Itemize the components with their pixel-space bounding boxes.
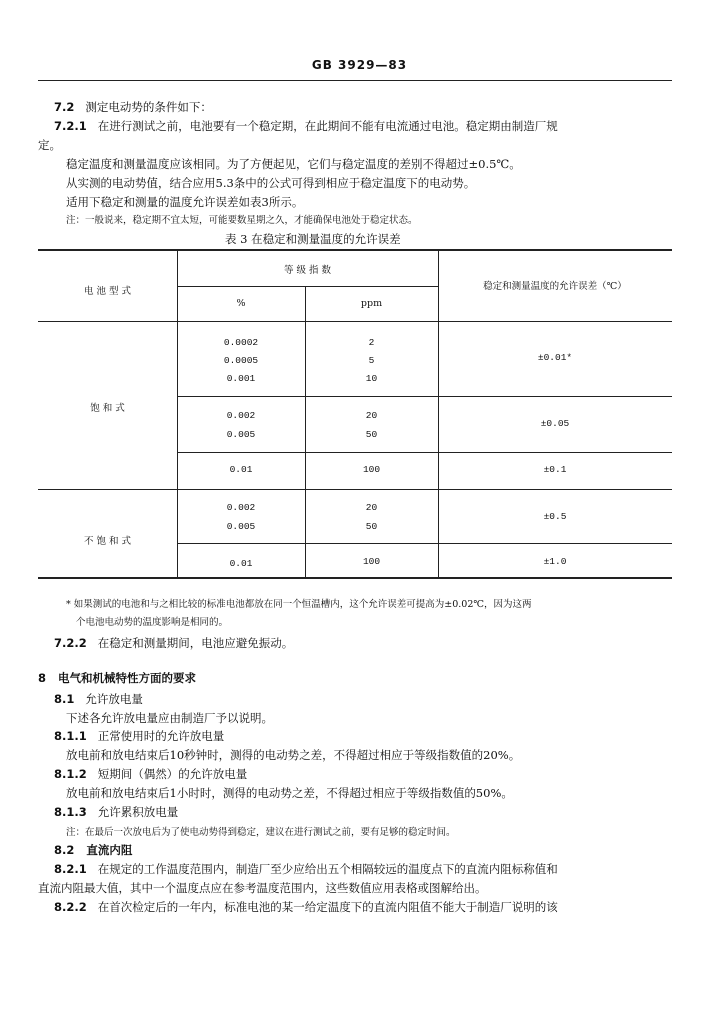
table-cell-ppm: 20 — [365, 502, 378, 513]
section-7-2 — [54, 100, 212, 114]
clause-8-2-2 — [54, 900, 558, 914]
table-cell-ppm: 50 — [365, 429, 378, 440]
table-cell-tolerance: ±0.1 — [543, 464, 567, 475]
section-8-2 — [54, 843, 132, 857]
type-saturated: 饱 和 式 — [90, 403, 125, 414]
table-cell-ppm: 100 — [362, 556, 381, 567]
table-cell-ppm: 2 — [368, 337, 375, 348]
table-cell-ppm: 50 — [365, 521, 378, 532]
clause-number: 8.1.3 — [54, 805, 87, 819]
table-cell-pct: 0.002 — [226, 410, 256, 421]
table-cell-tolerance: ±1.0 — [543, 556, 567, 567]
table-cell-pct: 0.005 — [226, 429, 256, 440]
section-title: 电气和机械特性方面的要求 — [58, 671, 197, 685]
standard-number: GB 3929—83 — [311, 58, 408, 72]
table-cell-ppm: 100 — [362, 464, 381, 475]
clause-text-line1: 在规定的工作温度范围内，制造厂至少应给出五个相隔较远的温度点下的直流内阻标称值和 — [97, 862, 558, 876]
header-grade-index: 等 级 指 数 — [283, 265, 332, 276]
paragraph: 稳定温度和测量温度应该相同。为了方便起见，它们与稳定温度的差别不得超过±0.5℃。 — [66, 157, 521, 171]
paragraph: 放电前和放电结束后10秒钟时，测得的电动势之差，不得超过相应于等级指数值的20%。 — [66, 748, 521, 762]
table-cell-pct: 0.0005 — [223, 355, 259, 366]
table-cell-ppm: 10 — [365, 373, 378, 384]
table-cell-pct: 0.01 — [229, 558, 253, 569]
paragraph: 从实测的电动势值，结合应用5.3条中的公式可得到相应于稳定温度下的电动势。 — [66, 176, 476, 190]
table-cell-pct: 0.002 — [226, 502, 256, 513]
clause-title: 允许累积放电量 — [97, 805, 179, 819]
clause-7-2-2 — [54, 636, 293, 650]
clause-text-line1: 在首次检定后的一年内，标准电池的某一给定温度下的直流内阻值不能大于制造厂说明的该 — [97, 900, 558, 914]
table-cell-pct: 0.001 — [226, 373, 256, 384]
note: 注：在最后一次放电后为了使电动势得到稳定，建议在进行测试之前，要有足够的稳定时间。 — [66, 827, 456, 838]
table-cell-pct: 0.01 — [229, 464, 253, 475]
table-cell-ppm: 20 — [365, 410, 378, 421]
table-footnote-line1: * 如果测试的电池和与之相比较的标准电池都放在同一个恒温槽内，这个允许误差可提高为±0.02℃，因为这两 — [66, 599, 532, 610]
table-cell-tolerance: ±0.01* — [537, 352, 573, 363]
section-title: 直流内阻 — [86, 843, 133, 857]
clause-number: 7.2.1 — [54, 119, 87, 133]
type-unsaturated: 不 饱 和 式 — [83, 536, 132, 547]
paragraph: 适用下稳定和测量的温度允许误差如表3所示。 — [66, 195, 304, 209]
section-number: 8.1 — [54, 692, 75, 706]
clause-number: 7.2.2 — [54, 636, 87, 650]
clause-8-1-3 — [54, 805, 178, 819]
table-hline — [177, 396, 672, 397]
clause-text-line2: 定。 — [38, 138, 61, 152]
table-cell-tolerance: ±0.5 — [543, 511, 567, 522]
table-vline — [438, 250, 439, 578]
section-number: 8 — [38, 671, 47, 685]
clause-8-2-1 — [54, 862, 558, 876]
clause-8-1-2 — [54, 767, 247, 781]
header-tolerance: 稳定和测量温度的允许误差（℃） — [483, 281, 627, 292]
section-number: 8.2 — [54, 843, 75, 857]
clause-title: 短期间（偶然）的允许放电量 — [97, 767, 248, 781]
clause-title: 正常使用时的允许放电量 — [97, 729, 225, 743]
clause-number: 8.1.2 — [54, 767, 87, 781]
table-cell-pct: 0.0002 — [223, 337, 259, 348]
clause-number: 8.2.1 — [54, 862, 87, 876]
paragraph: 放电前和放电结束后1小时时，测得的电动势之差，不得超过相应于等级指数值的50%。 — [66, 786, 513, 800]
table-caption: 表 3 在稳定和测量温度的允许误差 — [225, 232, 401, 246]
table-cell-pct: 0.005 — [226, 521, 256, 532]
header-ppm: ppm — [360, 298, 383, 309]
table-hline — [38, 489, 672, 490]
header-battery-type: 电 池 型 式 — [83, 286, 132, 297]
section-8-1 — [54, 692, 143, 706]
table-cell-tolerance: ±0.05 — [540, 418, 570, 429]
header-percent: % — [236, 298, 246, 309]
table-hline — [177, 452, 672, 453]
section-number: 7.2 — [54, 100, 75, 114]
header-rule — [38, 80, 672, 81]
paragraph: 下述各允许放电量应由制造厂予以说明。 — [66, 711, 273, 725]
clause-8-1-1 — [54, 729, 224, 743]
section-title: 测定电动势的条件如下： — [85, 100, 212, 114]
section-8 — [38, 671, 196, 685]
table-bottom-rule — [38, 577, 672, 579]
table-hline — [177, 543, 672, 544]
table-hline — [177, 286, 438, 287]
clause-7-2-1 — [54, 119, 558, 133]
clause-number: 8.1.1 — [54, 729, 87, 743]
table-top-rule — [38, 249, 672, 251]
section-title: 允许放电量 — [85, 692, 143, 706]
table-hline — [38, 321, 672, 322]
note: 注：一般说来，稳定期不宜太短，可能要数星期之久，才能确保电池处于稳定状态。 — [66, 215, 418, 226]
clause-text-line1: 在进行测试之前，电池要有一个稳定期，在此期间不能有电流通过电池。稳定期由制造厂规 — [97, 119, 558, 133]
table-cell-ppm: 5 — [368, 355, 375, 366]
clause-text: 在稳定和测量期间，电池应避免振动。 — [97, 636, 294, 650]
clause-text-line2: 直流内阻最大值，其中一个温度点应在参考温度范围内，这些数值应用表格或图解给出。 — [38, 881, 487, 895]
table-footnote-line2: 个电池电动势的温度影响是相同的。 — [76, 617, 229, 628]
clause-number: 8.2.2 — [54, 900, 87, 914]
